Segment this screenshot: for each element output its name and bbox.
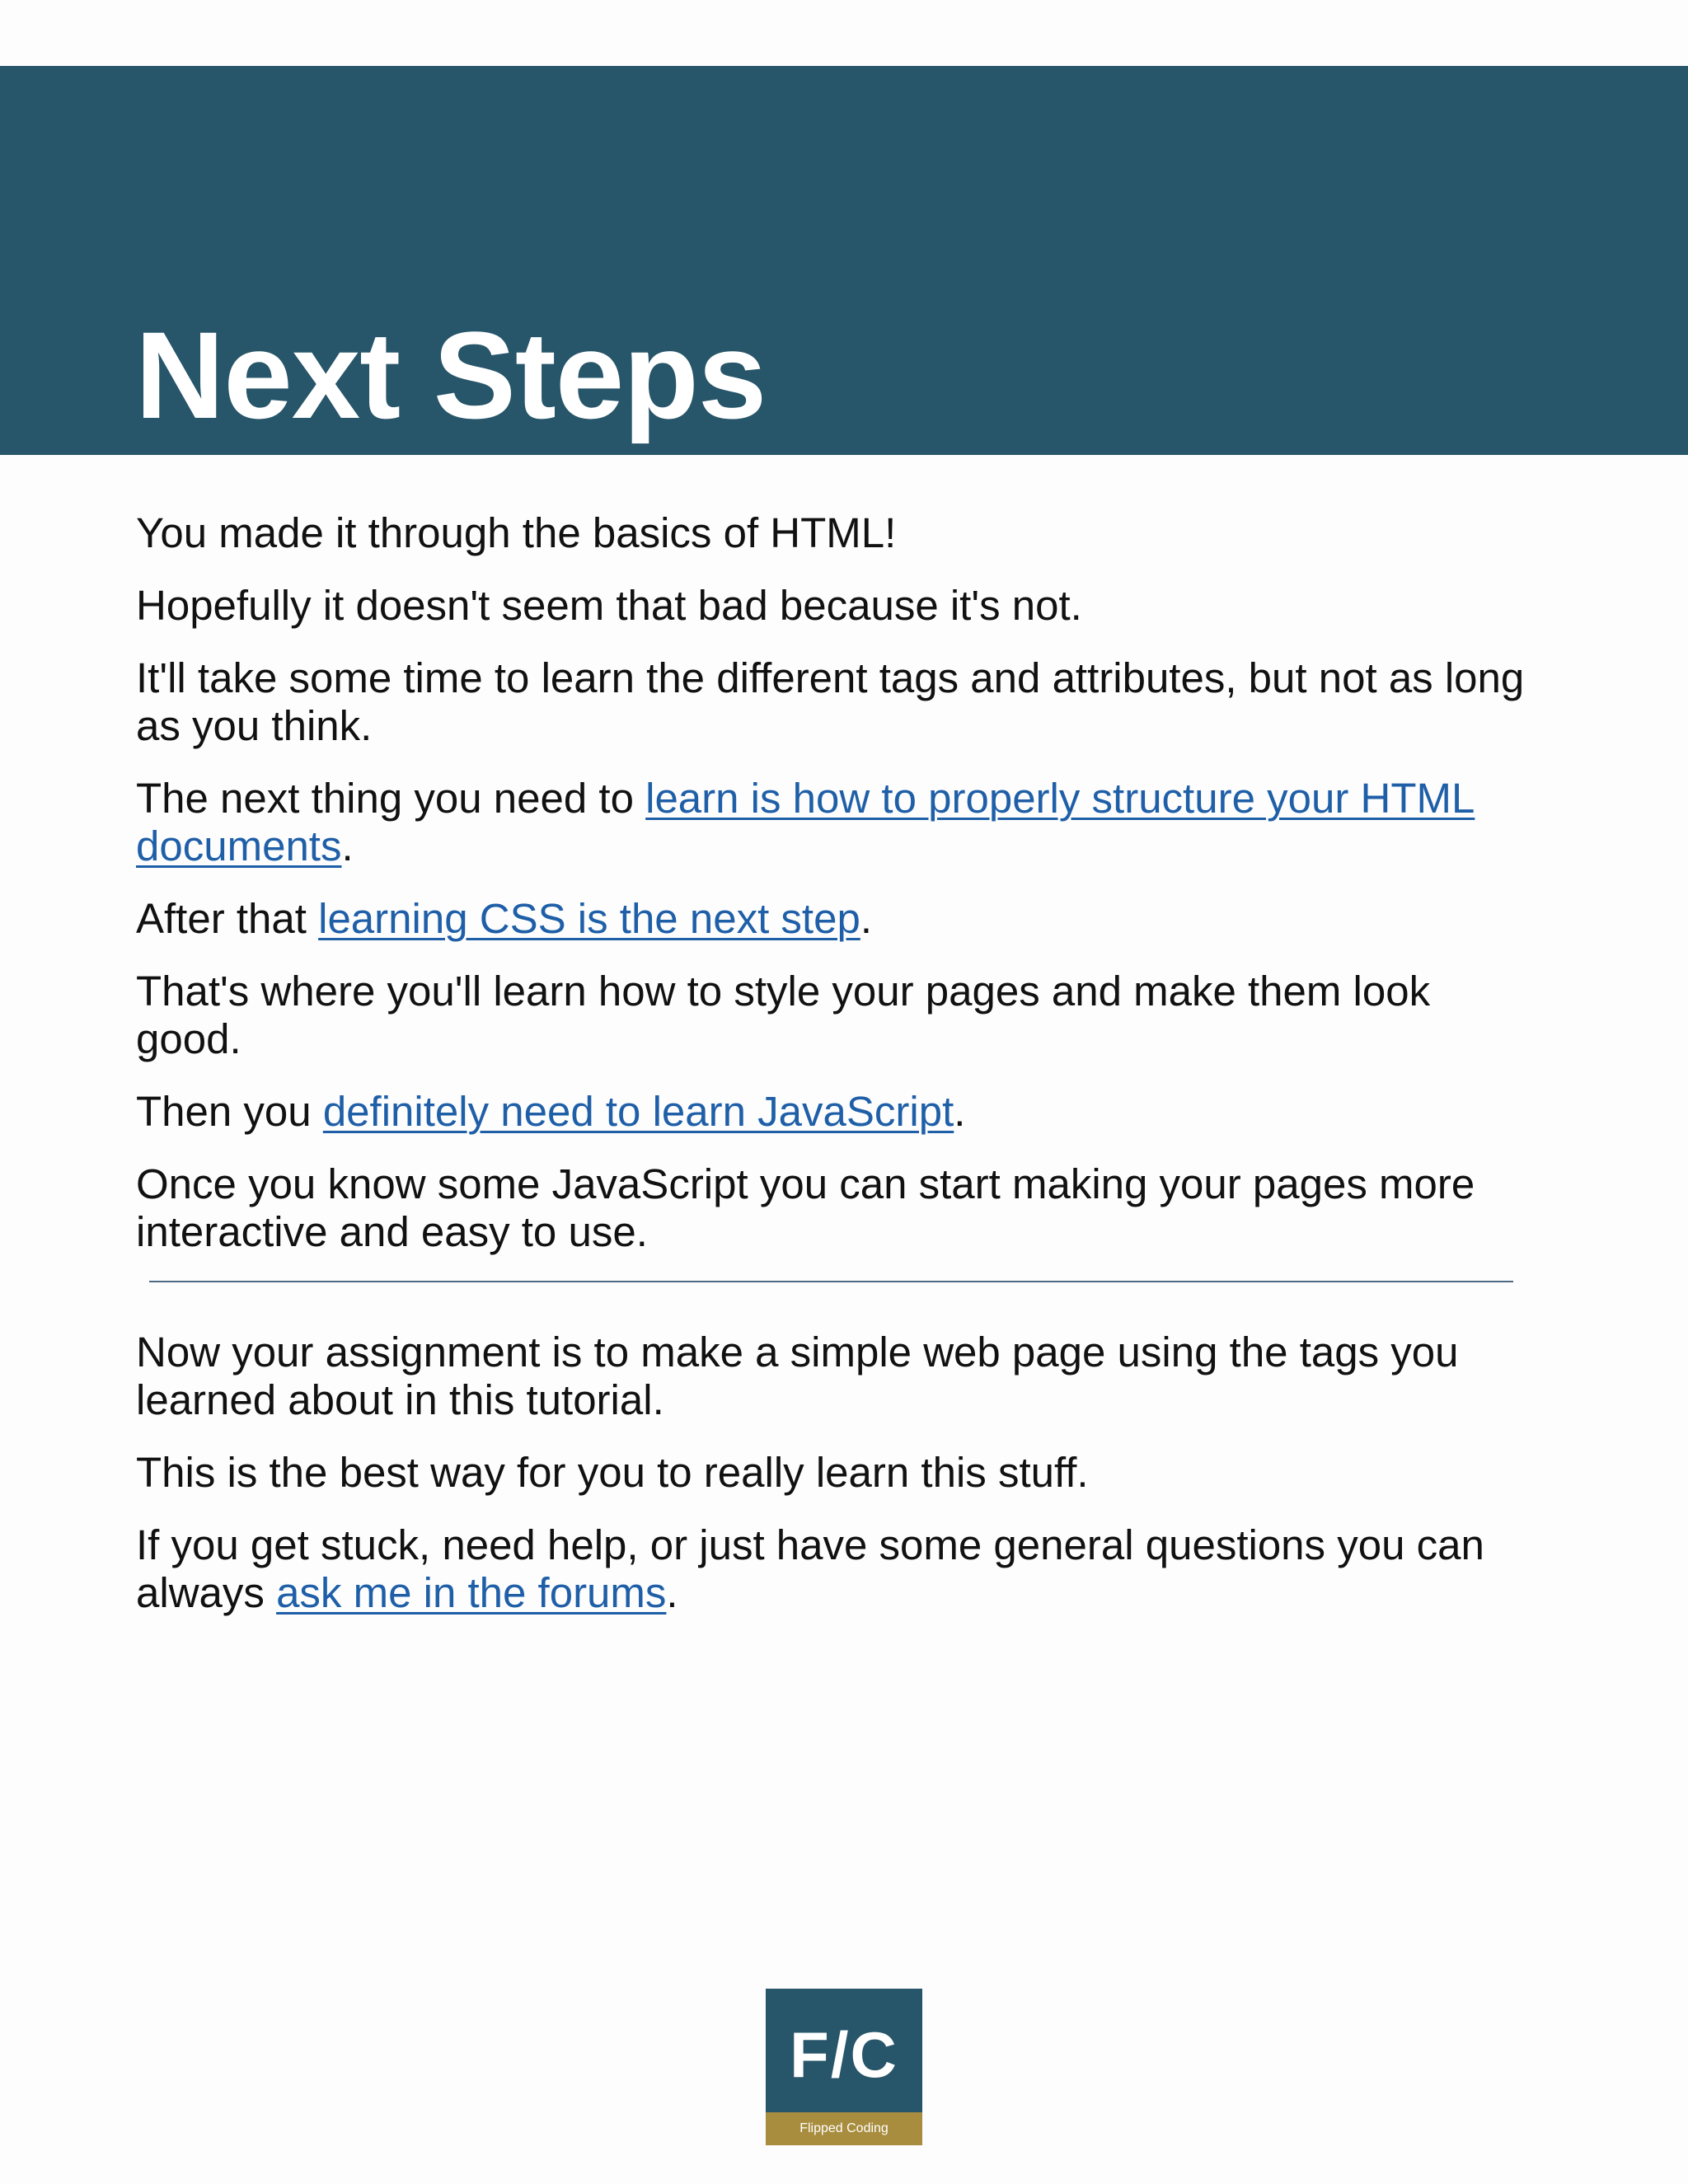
- paragraph-best-way: This is the best way for you to really learn this stuff.: [136, 1449, 1089, 1496]
- title-banner: [0, 66, 1688, 455]
- learn-javascript-link[interactable]: definitely need to learn JavaScript: [322, 1088, 954, 1135]
- paragraph-structure-period: .: [341, 823, 354, 869]
- paragraph-not-bad: Hopefully it doesn't seem that bad because it's not.: [136, 582, 1082, 629]
- paragraph-forums: [136, 1521, 1537, 1617]
- paragraph-basics: You made it through the basics of HTML!: [136, 509, 897, 556]
- paragraph-assignment: Now your assignment is to make a simple web page using the tags you learned about in this tutorial.: [136, 1329, 1459, 1423]
- paragraph-time-to-learn: It'll take some time to learn the different tags and attributes, but not as long as you think.: [136, 654, 1525, 749]
- paragraph-css: [136, 895, 1537, 943]
- paragraph-style: That's where you'll learn how to style your pages and make them look good.: [136, 968, 1431, 1062]
- paragraph-structure-text: The next thing you need to: [136, 775, 646, 822]
- paragraph-css-period: .: [860, 895, 872, 942]
- main-content: [136, 509, 1537, 1642]
- structure-html-link[interactable]: learn is how to properly structure your HTML documents: [136, 775, 1475, 869]
- paragraph-css-text: After that: [136, 895, 319, 942]
- forums-link[interactable]: ask me in the forums: [276, 1569, 667, 1616]
- logo-mark: F/C: [766, 1989, 922, 2112]
- page-title: Next Steps: [135, 306, 767, 444]
- top-margin: [0, 0, 1688, 66]
- paragraph-javascript: [136, 1088, 1537, 1136]
- paragraph-forums-text: If you get stuck, need help, or just have some general questions you can always: [136, 1521, 1484, 1616]
- flipped-coding-logo: [766, 1989, 922, 2145]
- paragraph-javascript-text: Then you: [136, 1088, 323, 1135]
- learn-css-link[interactable]: learning CSS is the next step: [318, 895, 860, 942]
- paragraph-interactive: Once you know some JavaScript you can start making your pages more interactive and easy to use.: [136, 1160, 1475, 1255]
- paragraph-structure: [136, 775, 1537, 870]
- logo-brand-name: Flipped Coding: [766, 2112, 922, 2145]
- paragraph-forums-period: .: [666, 1569, 678, 1616]
- section-divider: [149, 1281, 1513, 1282]
- paragraph-javascript-period: .: [954, 1088, 966, 1135]
